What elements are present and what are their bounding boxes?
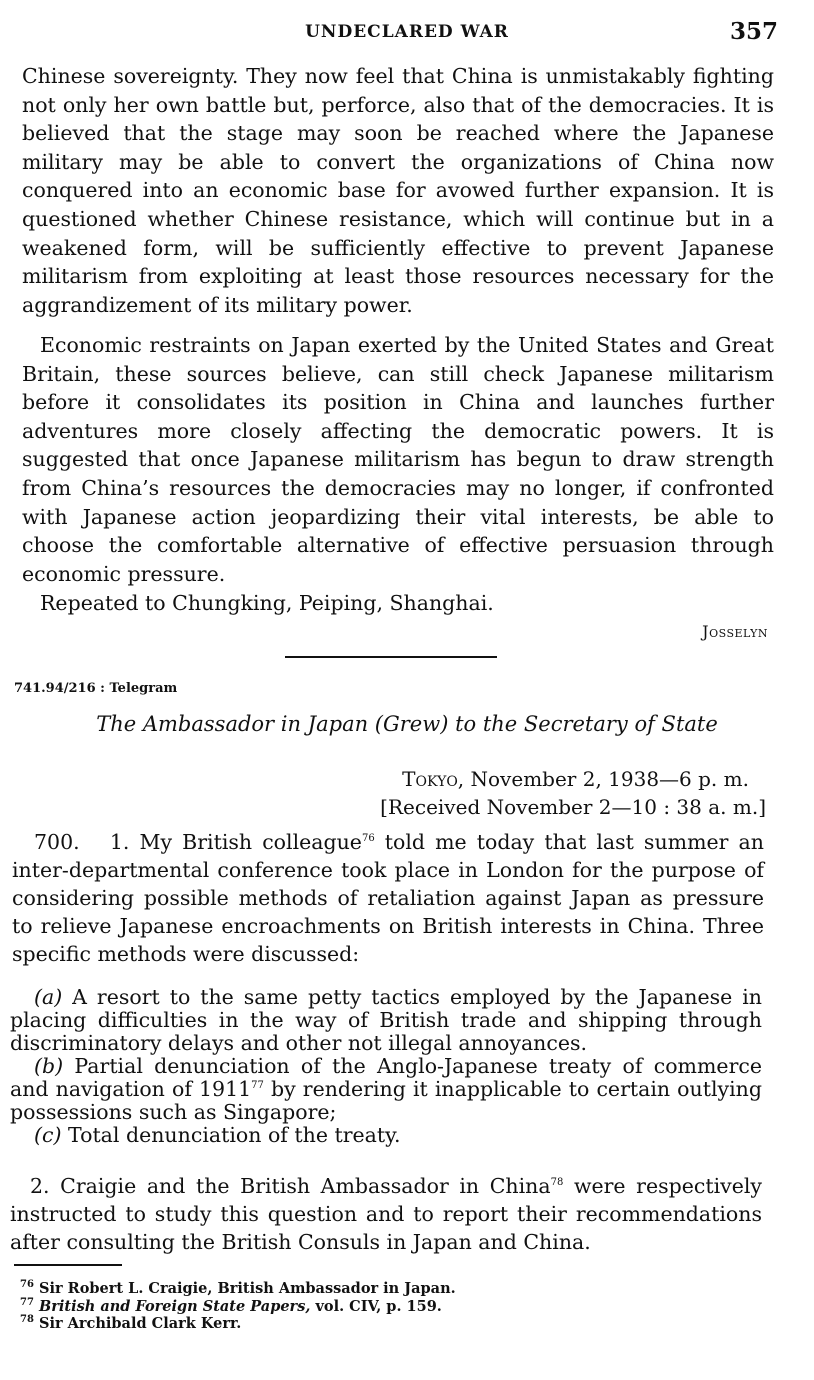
paragraph-1: Chinese sovereignty. They now feel that China is unmistakably fighting not only her own battle but, perforce, also that of the democracies. It is believed that the stage may soon be reached where the Japanese military may be able to convert the organizations of China now conquered into an economic base for avowed further expansion. It is questioned whether Chinese resistance, which will continue but in a weakened form, will be sufficiently effective to prevent Japanese militarism from exploiting at least those resources necessary for the aggrandizement of its military power. (22, 64, 774, 317)
telegram-paragraph-2 (10, 1172, 762, 1256)
method-label: (b) (34, 1054, 64, 1078)
page-number: 357 (729, 18, 778, 45)
telegram-paragraph-1 (12, 828, 764, 968)
method-text: Total denunciation of the treaty. (68, 1123, 401, 1147)
footnote-ref-76: 76 (361, 833, 375, 845)
method-label: (a) (34, 985, 63, 1009)
running-header: UNDECLARED WAR (305, 22, 509, 42)
dateline-date: November 2, 1938—6 p. m. (470, 767, 749, 791)
paragraph-1-rest: told me today that last summer an inter-departmental conference took place in London for the purpose of considering possible methods of retaliation against Japan as pressure to relieve Japanese encroachments on British interests in China. Three specific methods were discussed: (12, 830, 764, 966)
footnote-title: British and Foreign State Papers, (38, 1297, 311, 1315)
footnote-divider (14, 1264, 122, 1266)
dateline-sent (402, 765, 766, 793)
signature: Josselyn (702, 622, 768, 641)
method-text: Partial denunciation of the Anglo-Japanese treaty of commerce and navigation of 1911 (10, 1054, 762, 1101)
footnote-text: Sir Archibald Clark Kerr. (38, 1315, 242, 1332)
dateline (380, 765, 766, 821)
paragraph-1-start: 1. My British colleague (109, 830, 362, 854)
paragraph-2-rest: were respectively instructed to study this question and to report their recommendations after consulting the British Consuls in Japan and China. (10, 1174, 762, 1254)
footnote-76 (20, 1280, 456, 1298)
method-a (10, 986, 762, 1055)
footnote-78 (20, 1315, 456, 1333)
method-c (10, 1124, 762, 1147)
dateline-received: [Received November 2—10 : 38 a. m.] (380, 795, 766, 819)
footnote-ref-77: 77 (251, 1080, 264, 1092)
footnote-77 (20, 1298, 456, 1316)
method-text: A resort to the same petty tactics employed by the Japanese in placing difficulties in the way of British trade and shipping through discriminatory delays and other not illegal annoyances. (10, 985, 762, 1055)
footnote-number: 76 (20, 1279, 34, 1291)
method-label: (c) (34, 1123, 62, 1147)
footnotes (20, 1280, 456, 1333)
footnote-number: 78 (20, 1314, 34, 1326)
paragraph-2: Economic restraints on Japan exerted by the United States and Great Britain, these sources believe, can still check Japanese militarism before it consolidates its position in China and launches further adventures more closely affecting the democratic powers. It is suggested that once Japanese militarism has begun to draw strength from China’s resources the democracies may no longer, if confronted with Japanese action jeopardizing their vital interests, be able to choose the comfortable alternative of effective persuasion through economic pressure. (22, 333, 774, 586)
paragraph-2-start: 2. Craigie and the British Ambassador in China (30, 1174, 551, 1198)
dateline-place: Tokyo, (402, 767, 465, 791)
document-heading: The Ambassador in Japan (Grew) to the Secretary of State (96, 712, 718, 736)
footnote-text: Sir Robert L. Craigie, British Ambassador in Japan. (38, 1280, 456, 1297)
footnote-number: 77 (20, 1296, 34, 1308)
method-b (10, 1055, 762, 1124)
footnote-ref-78: 78 (550, 1177, 564, 1189)
footnote-text: vol. CIV, p. 159. (315, 1297, 442, 1315)
section-divider (285, 656, 497, 658)
methods-list (10, 986, 762, 1147)
repeated-line: Repeated to Chungking, Peiping, Shanghai. (40, 591, 494, 615)
telegram-number: 700. (34, 830, 80, 854)
method-text-after: by rendering it inapplicable to certain outlying possessions such as Singapore; (10, 1077, 762, 1124)
document-id: 741.94/216 : Telegram (14, 681, 178, 696)
